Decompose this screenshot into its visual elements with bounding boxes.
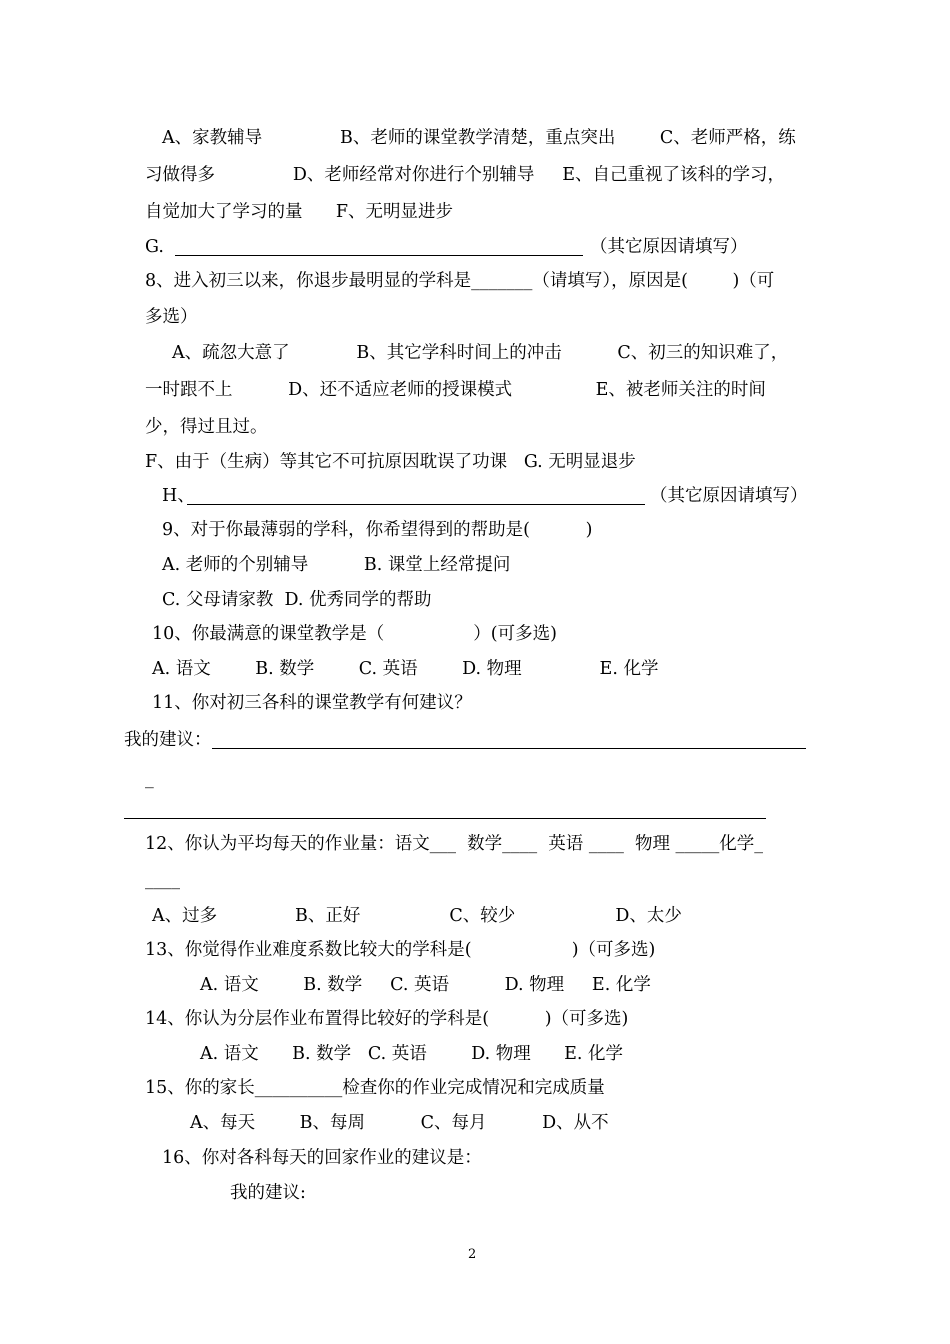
q8-options-line-1: A、疏忽大意了 B、其它学科时间上的冲击 C、初三的知识难了，: [172, 343, 789, 363]
q8-other-label: H、: [162, 486, 195, 506]
q15-options: A、每天 B、每周 C、每月 D、从不: [190, 1113, 609, 1133]
q8-other-hint: （其它原因请填写）: [650, 486, 808, 506]
q7-other-blank[interactable]: [175, 255, 583, 256]
q11-stray-underscore: _: [145, 769, 154, 789]
q13-options: A. 语文 B. 数学 C. 英语 D. 物理 E. 化学: [200, 975, 651, 995]
q15-question: 15、你的家长__________检查你的作业完成情况和完成质量: [145, 1078, 605, 1098]
q9-question: 9、对于你最薄弱的学科，你希望得到的帮助是( ): [162, 520, 593, 540]
q7-options-line-2: 习做得多 D、老师经常对你进行个别辅导 E、自己重视了该科的学习，: [145, 165, 785, 185]
page-number: 2: [468, 1247, 477, 1262]
q11-advice-label: 我的建议：: [124, 730, 212, 750]
q7-options-line-3: 自觉加大了学习的量 F、无明显进步: [145, 202, 454, 222]
q12-question-cont: ____: [145, 870, 180, 890]
q8-options-line-4: F、由于（生病）等其它不可抗原因耽误了功课 G. 无明显退步: [145, 452, 636, 472]
q14-question: 14、你认为分层作业布置得比较好的学科是( )（可多选): [145, 1009, 629, 1029]
q13-question: 13、你觉得作业难度系数比较大的学科是( )（可多选): [145, 940, 656, 960]
q12-options: A、过多 B、正好 C、较少 D、太少: [152, 906, 682, 926]
q16-advice-label: 我的建议:: [230, 1183, 306, 1203]
q9-options-line-2: C. 父母请家教 D. 优秀同学的帮助: [162, 590, 432, 610]
q14-options: A. 语文 B. 数学 C. 英语 D. 物理 E. 化学: [200, 1044, 624, 1064]
q12-question: 12、你认为平均每天的作业量：语文___ 数学____ 英语 ____ 物理 _____化学_: [145, 834, 764, 854]
q8-question: 8、进入初三以来，你退步最明显的学科是_______（请填写），原因是( )（可: [145, 271, 775, 291]
q11-advice-blank-2[interactable]: [124, 818, 766, 819]
q8-other-blank[interactable]: [187, 504, 645, 505]
q7-other-hint: （其它原因请填写）: [590, 237, 748, 257]
q8-question-cont: 多选）: [145, 307, 198, 327]
q7-other-label: G.: [145, 237, 164, 257]
q10-options: A. 语文 B. 数学 C. 英语 D. 物理 E. 化学: [152, 659, 659, 679]
q7-options-line-1: A、家教辅导 B、老师的课堂教学清楚，重点突出 C、老师严格，练: [162, 128, 796, 148]
q11-advice-blank-1[interactable]: [212, 748, 806, 749]
q10-question: 10、你最满意的课堂教学是（ ）(可多选): [152, 624, 557, 644]
q9-options-line-1: A. 老师的个别辅导 B. 课堂上经常提问: [162, 555, 511, 575]
q16-question: 16、你对各科每天的回家作业的建议是：: [162, 1148, 482, 1168]
q11-question: 11、你对初三各科的课堂教学有何建议？: [152, 693, 472, 713]
q8-options-line-3: 少，得过且过。: [145, 417, 268, 437]
q8-options-line-2: 一时跟不上 D、还不适应老师的授课模式 E、被老师关注的时间: [145, 380, 766, 400]
